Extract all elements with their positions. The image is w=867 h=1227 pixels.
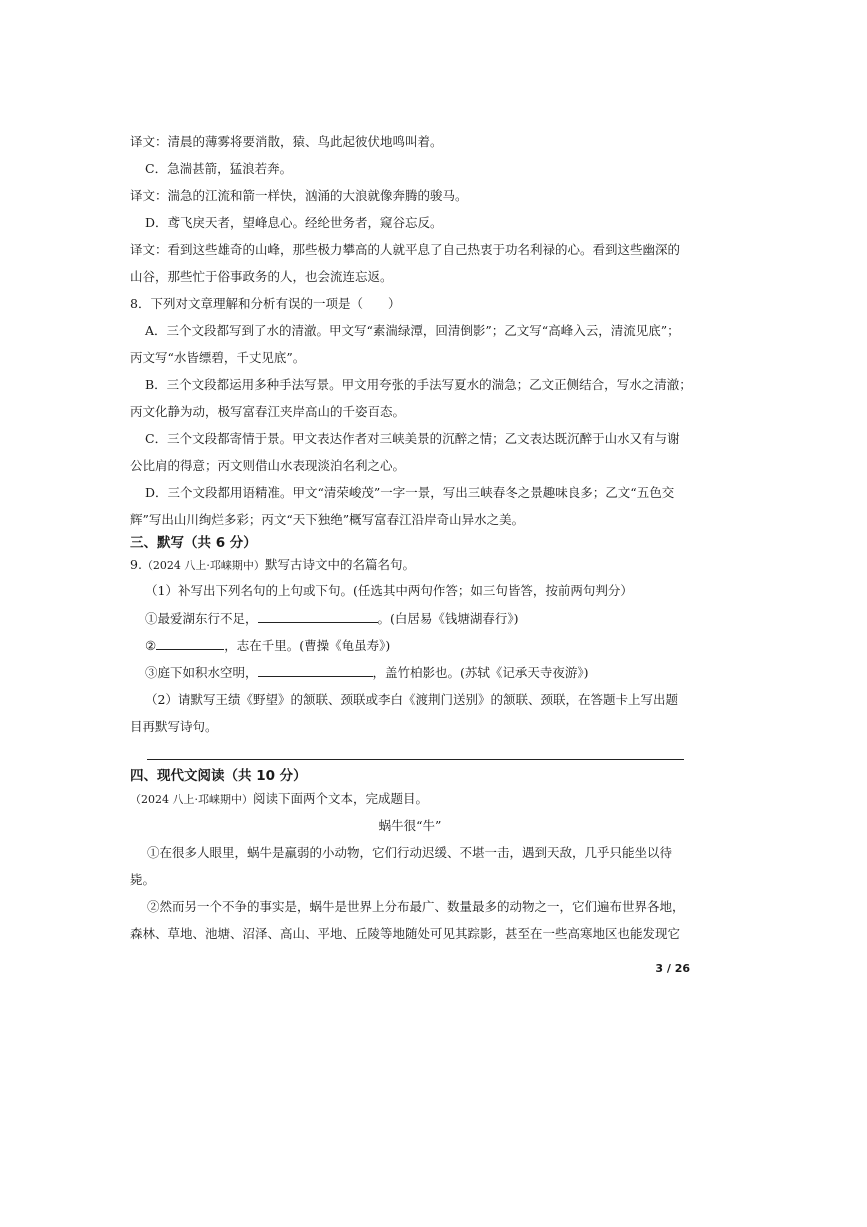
q8-option-d-line-2: 辉”写出山川绚烂多彩；丙文“天下独绝”概写富春江沿岸奇山异水之美。	[130, 512, 525, 527]
section-4-intro	[130, 791, 690, 808]
q9-item-3	[145, 664, 690, 681]
question-9-number: 9.	[130, 557, 142, 572]
q9-item-2-blank[interactable]	[156, 637, 224, 650]
q9-item-1	[145, 610, 690, 627]
q8-option-d-line-1: D．三个文段都用语精准。甲文“清荣峻茂”一字一景，写出三峡春冬之景趣味良多；乙文“五色交	[145, 485, 675, 500]
option-d: D．鸢飞戾天者，望峰息心。经纶世务者，窥谷忘反。	[145, 215, 443, 230]
page-number: 3 / 26	[655, 962, 690, 975]
q8-option-a-line-1: A．三个文段都写到了水的清澈。甲文写“素湍绿潭，回清倒影”；乙文写“高峰入云，清流见底”；	[145, 323, 680, 338]
article-title: 蜗牛很“牛”	[378, 818, 442, 833]
q8-option-c-line-2: 公比肩的得意；丙文则借山水表现淡泊名利之心。	[130, 458, 406, 473]
q9-part-1: （1）补写出下列名句的上句或下句。(任选其中两句作答；如三句皆答，按前两句判分）	[145, 583, 633, 598]
paragraph-2-line-1: ②然而另一个不争的事实是，蜗牛是世界上分布最广、数量最多的动物之一，它们遍布世界各地，	[147, 899, 685, 914]
option-c: C．急湍甚箭，猛浪若奔。	[145, 161, 293, 176]
q9-item-3-blank[interactable]	[258, 664, 373, 677]
q9-item-1-text: ①最爱湖东行不足，	[145, 611, 258, 626]
question-9-source: （2024 八上·邛崃期中）	[141, 559, 265, 572]
question-8-stem: 8．下列对文章理解和分析有误的一项是（ ）	[130, 296, 401, 311]
question-9-stem: 默写古诗文中的名篇名句。	[264, 557, 415, 572]
q9-item-3-source: ，盖竹柏影也。(苏轼《记承天寺夜游》)	[372, 665, 589, 680]
translation-d-line-1: 译文：看到这些雄奇的山峰，那些极力攀高的人就平息了自己热衷于功名利禄的心。看到这些幽深的	[130, 242, 681, 257]
q8-option-a-line-2: 丙文写“水皆缥碧，千丈见底”。	[130, 350, 306, 365]
section-4-source: （2024 八上·邛崃期中）	[130, 793, 253, 806]
paragraph-1-line-1: ①在很多人眼里，蜗牛是羸弱的小动物，它们行动迟缓、不堪一击，遇到天敌，几乎只能坐以待	[147, 845, 673, 860]
q9-part-2-line-1: （2）请默写王绩《野望》的颔联、颈联或李白《渡荆门送别》的颔联、颈联，在答题卡上写出题	[145, 692, 678, 707]
section-4-stem: 阅读下面两个文本，完成题目。	[253, 791, 429, 806]
q8-option-b-line-1: B．三个文段都运用多种手法写景。甲文用夸张的手法写夏水的湍急；乙文正侧结合，写水之清澈；	[145, 377, 692, 392]
q9-item-3-text: ③庭下如积水空明，	[145, 665, 258, 680]
q9-part-2-line-2: 目再默写诗句。	[130, 719, 218, 734]
q9-item-1-blank[interactable]	[258, 610, 378, 623]
translation-c: 译文：湍急的江流和箭一样快，汹涌的大浪就像奔腾的骏马。	[130, 188, 468, 203]
question-9-header	[130, 557, 690, 574]
translation-d-line-2: 山谷，那些忙于俗事政务的人，也会流连忘返。	[130, 269, 393, 284]
section-3-title: 三、默写（共 6 分）	[130, 535, 257, 551]
q8-option-c-line-1: C．三个文段都寄情于景。甲文表达作者对三峡美景的沉醉之情；乙文表达既沉醉于山水又有与谢	[145, 431, 680, 446]
q9-item-1-source: 。(白居易《钱塘湖春行》)	[377, 611, 519, 626]
q9-item-2-number: ②	[145, 638, 157, 653]
paragraph-2-line-2: 森林、草地、池塘、沼泽、高山、平地、丘陵等地随处可见其踪影，甚至在一些高寒地区也能发现它	[130, 926, 681, 941]
q9-item-2-text: ，志在千里。(曹操《龟虽寿》)	[224, 638, 391, 653]
q8-option-b-line-2: 丙文化静为动，极写富春江夹岸高山的千姿百态。	[130, 404, 406, 419]
answer-line[interactable]	[147, 759, 684, 760]
translation-b: 译文：清晨的薄雾将要消散，猿、鸟此起彼伏地鸣叫着。	[130, 134, 443, 149]
section-4-title: 四、现代文阅读（共 10 分）	[130, 768, 307, 784]
q9-item-2	[145, 637, 690, 654]
paragraph-1-line-2: 毙。	[130, 872, 156, 887]
